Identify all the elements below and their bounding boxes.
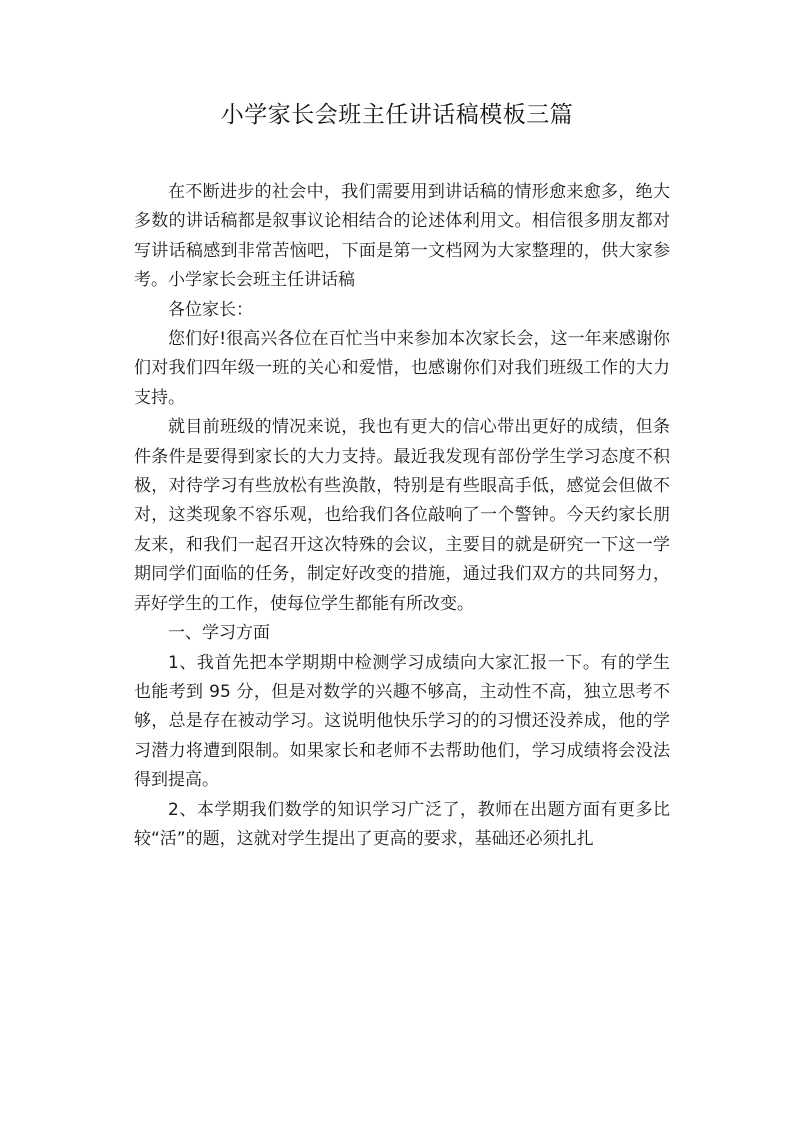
paragraph-greeting: 您们好!很高兴各位在百忙当中来参加本次家长会，这一年来感谢你们对我们四年级一班的关心和爱惜，也感谢你们对我们班级工作的大力支持。	[134, 329, 670, 408]
section-heading-study: 一、学习方面	[168, 623, 270, 644]
paragraph-salutation: 各位家长：	[168, 299, 253, 320]
paragraph-point-1: 1、我首先把本学期期中检测学习成绩向大家汇报一下。有的学生也能考到 95 分，但是对数学的兴趣不够高，主动性不高，独立思考不够，总是存在被动学习。这说明他快乐学习的的习惯还没养成，他的学习潜力将遭到限制。如果家长和老师不去帮助他们，学习成绩将会没法得到提高。	[134, 652, 670, 791]
document-title: 小学家长会班主任讲话稿模板三篇	[220, 102, 574, 128]
paragraph-point-2: 2、本学期我们数学的知识学习广泛了，教师在出题方面有更多比较“活”的题，这就对学生提出了更高的要求，基础还必须扎扎	[134, 799, 670, 849]
document-body	[134, 178, 670, 854]
paragraph-class-situation: 就目前班级的情况来说，我也有更大的信心带出更好的成绩，但条件条件是要得到家长的大力支持。最近我发现有部份学生学习态度不积极，对待学习有些放松有些涣散，特别是有些眼高手低，感觉会但做不对，这类现象不容乐观，也给我们各位敲响了一个警钟。今天约家长朋友来，和我们一起召开这次特殊的会议，主要目的就是研究一下这一学期同学们面临的任务，制定好改变的措施，通过我们双方的共同努力，弄好学生的工作，使每位学生都能有所改变。	[134, 417, 670, 614]
paragraph-intro: 在不断进步的社会中，我们需要用到讲话稿的情形愈来愈多，绝大多数的讲话稿都是叙事议论相结合的论述体利用文。相信很多朋友都对写讲话稿感到非常苦恼吧，下面是第一文档网为大家整理的，供大家参考。小学家长会班主任讲话稿	[134, 182, 670, 291]
